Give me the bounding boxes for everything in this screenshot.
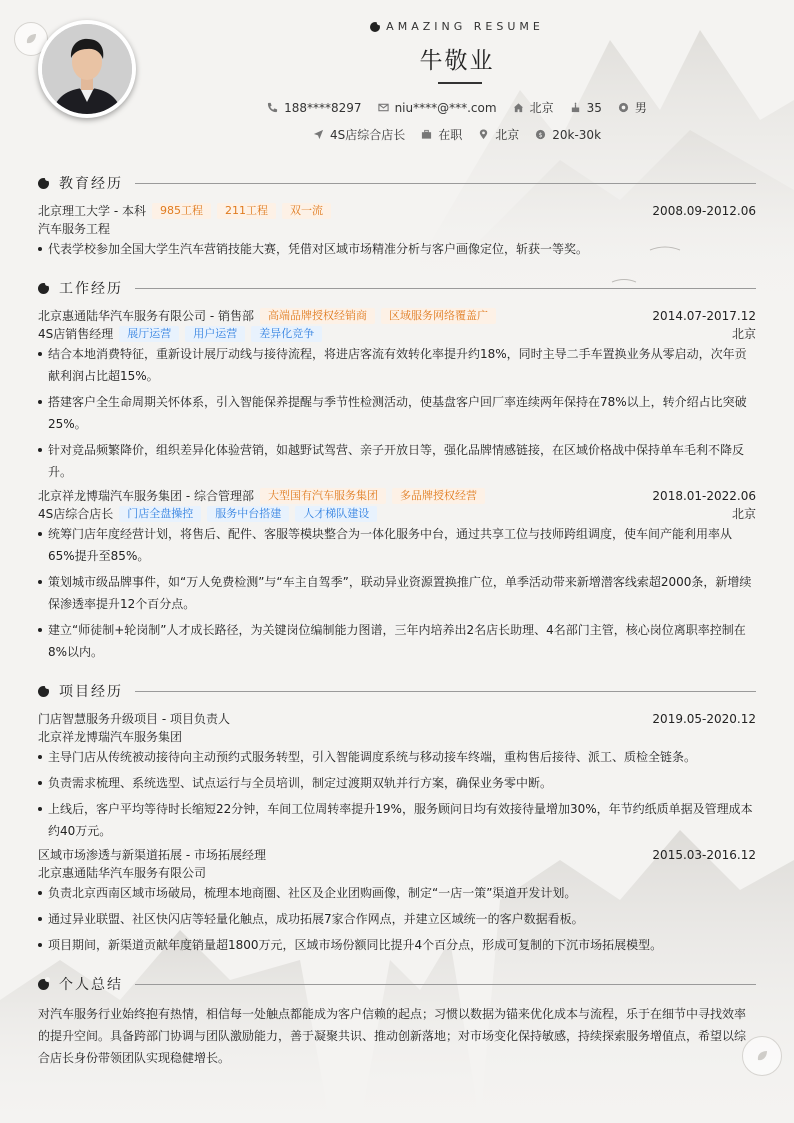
list-item: 项目期间，新渠道贡献年度销量超1800万元，区域市场份额同比提升4个百分点，形成可复制的下沉市场拓展模型。 xyxy=(38,934,756,956)
project-title: 门店智慧服务升级项目 - 项目负责人 xyxy=(38,712,230,726)
list-item: 负责需求梳理、系统选型、试点运行与全员培训，制定过渡期双轨并行方案，确保业务零中断。 xyxy=(38,772,756,794)
divider xyxy=(135,691,756,692)
svg-text:$: $ xyxy=(538,130,543,139)
name-underline xyxy=(438,82,482,84)
section-title: 项目经历 xyxy=(59,684,123,700)
leaf-icon xyxy=(38,178,49,189)
mail-icon xyxy=(378,102,389,113)
divider xyxy=(135,288,756,289)
candidate-name: 牛敬业 xyxy=(419,48,495,74)
role-tag: 用户运营 xyxy=(185,326,245,342)
list-item: 负责北京西南区域市场破局，梳理本地商圈、社区及企业团购画像，制定“一店一策”渠道开发计划。 xyxy=(38,882,756,904)
company-tag: 高端品牌授权经销商 xyxy=(260,308,375,324)
role-tag: 服务中台搭建 xyxy=(207,506,289,522)
section-title: 教育经历 xyxy=(59,176,123,192)
project-org-row xyxy=(38,728,756,746)
divider xyxy=(135,984,756,985)
company-tag: 大型国有汽车服务集团 xyxy=(260,488,386,504)
school-tag: 211工程 xyxy=(217,203,276,219)
work-bullets xyxy=(38,343,756,487)
work-bullets xyxy=(38,523,756,667)
leaf-icon xyxy=(38,979,49,990)
project-org: 北京祥龙博瑞汽车服务集团 xyxy=(38,730,183,744)
section-education xyxy=(38,173,756,193)
work-period: 2018.01-2022.06 xyxy=(652,489,756,503)
dollar-coin-icon xyxy=(535,129,546,140)
project-period: 2019.05-2020.12 xyxy=(652,712,756,726)
project-org: 北京惠通陆华汽车服务有限公司 xyxy=(38,866,207,880)
list-item: 结合本地消费特征，重新设计展厅动线与接待流程，将进店客流有效转化率提升约18%，同时主导二手车置换业务从零启动，次年贡献利润占比超15%。 xyxy=(38,343,756,387)
list-item: 通过异业联盟、社区快闪店等轻量化触点，成功拓展7家合作网点，并建立区域统一的客户数据看板。 xyxy=(38,908,756,930)
role-tag: 人才梯队建设 xyxy=(295,506,377,522)
phone-icon xyxy=(267,102,278,113)
target-city-item: 北京 xyxy=(478,126,519,143)
leaf-icon xyxy=(370,22,380,32)
job-role: 4S店销售经理 xyxy=(38,327,114,341)
list-item: 搭建客户全生命周期关怀体系，引入智能保养提醒与季节性检测活动，使基盘客户回厂率连续两年保持在78%以上，转介绍占比突破25%。 xyxy=(38,391,756,435)
education-period: 2008.09-2012.06 xyxy=(652,204,756,218)
major: 汽车服务工程 xyxy=(38,222,111,236)
section-title: 个人总结 xyxy=(59,977,123,993)
project-header xyxy=(38,846,756,864)
work-header xyxy=(38,307,756,325)
project-period: 2015.03-2016.12 xyxy=(652,848,756,862)
leaf-icon xyxy=(38,283,49,294)
list-item: 策划城市级品牌事件，如“万人免费检测”与“车主自驾季”，联动异业资源置换推广位，单季活动带来新增潜客线索超2000条，新增续保渗透率提升12个百分点。 xyxy=(38,571,756,615)
target-job-item: 4S店综合店长 xyxy=(313,126,405,143)
section-projects xyxy=(38,681,756,701)
list-item: 主导门店从传统被动接待向主动预约式服务转型，引入智能调度系统与移动接车终端，重构售后接待、派工、质检全链条。 xyxy=(38,746,756,768)
email-item: niu****@***.com xyxy=(378,99,497,116)
phone-item: 188****8297 xyxy=(267,99,361,116)
briefcase-icon xyxy=(421,129,432,140)
role-tag: 展厅运营 xyxy=(119,326,179,342)
role-tag: 门店全盘操控 xyxy=(119,506,201,522)
project-title: 区域市场渗透与新渠道拓展 - 市场拓展经理 xyxy=(38,848,266,862)
list-item: 建立“师徒制+轮岗制”人才成长路径，为关键岗位编制能力图谱，三年内培养出2名店长助理、4名部门主管，核心岗位离职率控制在8%以内。 xyxy=(38,619,756,663)
intention-row xyxy=(0,126,794,143)
city-item: 北京 xyxy=(513,99,554,116)
school-name: 北京理工大学 - 本科 xyxy=(38,204,146,218)
education-bullets xyxy=(38,238,756,264)
project-org-row xyxy=(38,864,756,882)
company-tag: 多品牌授权经营 xyxy=(392,488,485,504)
send-icon xyxy=(313,129,324,140)
work-role-row xyxy=(38,505,756,523)
work-location: 北京 xyxy=(731,327,756,341)
location-pin-icon xyxy=(478,129,489,140)
brand-label xyxy=(0,20,794,35)
section-summary xyxy=(38,974,756,994)
brand-text: AMAZING RESUME xyxy=(386,20,544,33)
project-bullets xyxy=(38,746,756,846)
role-tag: 差异化竞争 xyxy=(251,326,322,342)
project-bullets xyxy=(38,882,756,960)
leaf-icon xyxy=(38,686,49,697)
section-work xyxy=(38,278,756,298)
work-location: 北京 xyxy=(731,507,756,521)
cake-icon xyxy=(570,102,581,113)
contact-row xyxy=(0,99,794,116)
list-item: 针对竞品频繁降价，组织差异化体验营销，如越野试驾营、亲子开放日等，强化品牌情感链接，在区域价格战中保持单车毛利不降反升。 xyxy=(38,439,756,483)
age-item: 35 xyxy=(570,99,602,116)
summary-text: 对汽车服务行业始终抱有热情，相信每一处触点都能成为客户信赖的起点；习惯以数据为锚来优化成本与流程，乐于在细节中寻找效率的提升空间。具备跨部门协调与团队激励能力，善于凝聚共识、推动创新落地；对市场变化保持敏感，持续探索服务增值点，希望以综合店长身份带领团队实现稳健增长。 xyxy=(38,1007,747,1065)
list-item: 上线后，客户平均等待时长缩短22分钟，车间工位周转率提升19%，服务顾问日均有效接待量增加30%，年节约纸质单据及管理成本约40万元。 xyxy=(38,798,756,842)
job-role: 4S店综合店长 xyxy=(38,507,114,521)
work-period: 2014.07-2017.12 xyxy=(652,309,756,323)
school-tag: 双一流 xyxy=(282,203,331,219)
gender-item: 男 xyxy=(618,99,647,116)
company-name: 北京祥龙博瑞汽车服务集团 - 综合管理部 xyxy=(38,489,254,503)
section-title: 工作经历 xyxy=(59,281,123,297)
salary-item: $ 20k-30k xyxy=(535,126,601,143)
company-tag: 区域服务网络覆盖广 xyxy=(381,308,496,324)
school-tag: 985工程 xyxy=(152,203,211,219)
education-major-row xyxy=(38,220,756,238)
work-header xyxy=(38,487,756,505)
project-header xyxy=(38,710,756,728)
education-header xyxy=(38,202,756,220)
home-icon xyxy=(513,102,524,113)
divider xyxy=(135,183,756,184)
list-item: 统筹门店年度经营计划，将售后、配件、客服等模块整合为一体化服务中台，通过共享工位与技师跨组调度，使车间产能利用率从65%提升至85%。 xyxy=(38,523,756,567)
list-item: 代表学校参加全国大学生汽车营销技能大赛，凭借对区域市场精准分析与客户画像定位，斩获一等奖。 xyxy=(38,238,756,260)
company-name: 北京惠通陆华汽车服务有限公司 - 销售部 xyxy=(38,309,254,323)
gender-icon xyxy=(618,102,629,113)
work-role-row xyxy=(38,325,756,343)
status-item: 在职 xyxy=(421,126,462,143)
